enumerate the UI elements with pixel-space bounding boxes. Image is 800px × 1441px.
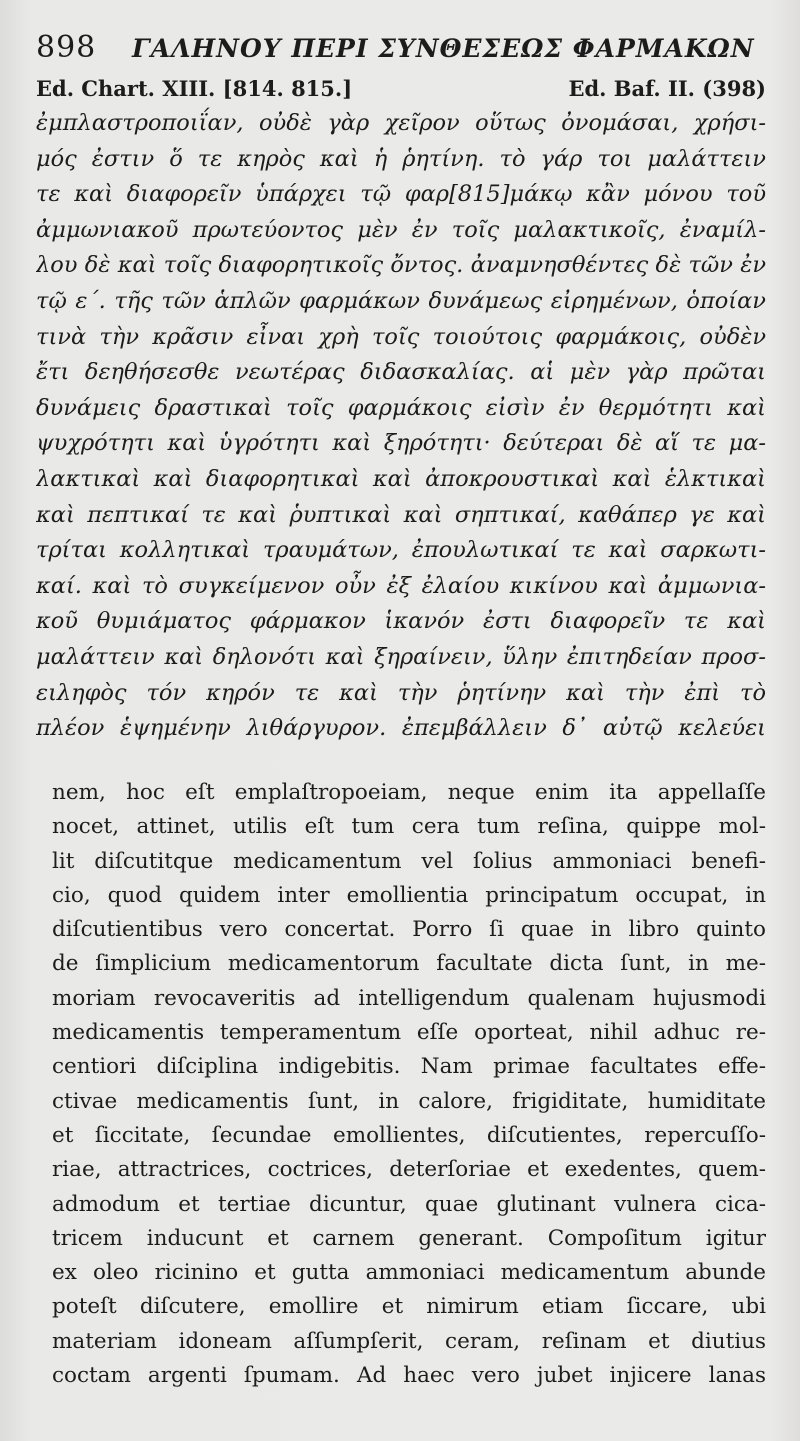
latin-line: cio, quod quidem inter emollientia principatum occupat, in (52, 882, 766, 908)
greek-line: λακτικαὶ καὶ διαφορητικαὶ καὶ ἀποκρουστικαὶ καὶ ἑλκτικαὶ (36, 465, 766, 492)
greek-line: πλέον ἑψημένην λιθάργυρον. ἐπεμβάλλειν δ᾽ αὐτῷ κελεύει (36, 715, 766, 742)
greek-line: τρίται κολλητικαὶ τραυμάτων, ἐπουλωτικαί τε καὶ σαρκωτι- (36, 537, 766, 564)
latin-line: nem, hoc eſt emplaſtropoeiam, neque enim ita appellaſſe (52, 780, 766, 805)
page-number: 898 (36, 30, 97, 65)
latin-line: ex oleo ricinino et gutta ammoniaci medicamentum abunde (52, 1260, 766, 1286)
greek-text (36, 106, 766, 747)
greek-line: μός ἐστιν ὅ τε κηρὸς καὶ ἡ ῥητίνη. τὸ γάρ τοι μαλάττειν (36, 145, 766, 172)
greek-line: ἐμπλαστροποιΐαν, οὐδὲ γὰρ χεῖρον οὕτως ὀνομάσαι, χρήσι- (36, 110, 766, 136)
latin-text (52, 776, 766, 1393)
latin-line: de ſimplicium medicamentorum facultate dicta ſunt, in me- (52, 951, 766, 977)
latin-line: moriam revocaveritis ad intelligendum qualenam hujusmodi (52, 985, 766, 1011)
latin-line: materiam idoneam aſſumpſerit, ceram, reſinam et diutius (52, 1328, 766, 1354)
edition-chartier: Ed. Chart. XIII. [814. 815.] (36, 76, 353, 101)
latin-line: lit diſcutitque medicamentum vel ſolius ammoniaci benefi- (52, 848, 766, 874)
latin-line: tricem inducunt et carnem generant. Compoſitum igitur (52, 1225, 766, 1251)
latin-line: et ſiccitate, ſecundae emollientes, diſcutientes, repercuſſo- (52, 1122, 766, 1148)
edition-reference (36, 76, 766, 104)
latin-line: diſcutientibus vero concertat. Porro ſi quae in libro quinto (52, 917, 766, 943)
running-title: ΓΑΛΗΝΟΥ ΠΕΡΙ ΣΥΝΘΕΣΕΩΣ ΦΑΡΜΑΚΩΝ (132, 34, 755, 63)
greek-line: ειληφὸς τόν κηρόν τε καὶ τὴν ῥητίνην καὶ τὴν ἐπὶ τὸ (36, 679, 766, 706)
greek-line: ἔτι δεηθήσεσθε νεωτέρας διδασκαλίας. αἱ μὲν γὰρ πρῶται (36, 359, 766, 386)
greek-line: ἀμμωνιακοῦ πρωτεύοντος μὲν ἐν τοῖς μαλακτικοῖς, ἐναμίλ- (36, 216, 766, 243)
latin-line: nocet, attinet, utilis eſt tum cera tum reſina, quippe mol- (52, 814, 766, 840)
greek-line: δυνάμεις δραστικαὶ τοῖς φαρμάκοις εἰσὶν ἐν θερμότητι καὶ (36, 394, 766, 421)
page-header (36, 28, 766, 68)
greek-line: τῷ ε΄. τῆς τῶν ἁπλῶν φαρμάκων δυνάμεως εἰρημένων, ὁποίαν (36, 287, 766, 314)
latin-line: poteſt diſcutere, emollire et nimirum etiam ſiccare, ubi (52, 1294, 766, 1320)
greek-line: ψυχρότητι καὶ ὑγρότητι καὶ ξηρότητι· δεύτεραι δὲ αἵ τε μα- (36, 430, 766, 457)
greek-line: τινὰ τὴν κρᾶσιν εἶναι χρὴ τοῖς τοιούτοις φαρμάκοις, οὐδὲν (36, 323, 766, 350)
latin-line: admodum et tertiae dicuntur, quae glutinant vulnera cica- (52, 1191, 766, 1217)
greek-line: καί. καὶ τὸ συγκείμενον οὖν ἐξ ἐλαίου κικίνου καὶ ἀμμωνια- (36, 572, 766, 599)
greek-line: μαλάττειν καὶ δηλονότι καὶ ξηραίνειν, ὕλην ἐπιτηδείαν προσ- (36, 643, 766, 670)
latin-line: riae, attractrices, coctrices, deterſoriae et exedentes, quem- (52, 1157, 766, 1183)
latin-line: centiori diſciplina indigebitis. Nam primae facultates effe- (52, 1054, 766, 1080)
greek-line: λου δὲ καὶ τοῖς διαφορητικοῖς ὄντος. ἀναμνησθέντες δὲ τῶν ἐν (36, 252, 766, 279)
latin-line: medicamentis temperamentum eſſe oporteat, nihil adhuc re- (52, 1020, 766, 1046)
edition-basel: Ed. Baf. II. (398) (568, 76, 766, 101)
greek-line: κοῦ θυμιάματος φάρμακον ἱκανόν ἐστι διαφορεῖν τε καὶ (36, 608, 766, 635)
greek-line: τε καὶ διαφορεῖν ὑπάρχει τῷ φαρ[815]μάκῳ κἂν μόνου τοῦ (36, 181, 766, 208)
greek-line: καὶ πεπτικαί τε καὶ ῥυπτικαὶ καὶ σηπτικαί, καθάπερ γε καὶ (36, 501, 766, 528)
latin-line: ctivae medicamentis ſunt, in calore, frigiditate, humiditate (52, 1088, 766, 1114)
latin-line: coctam argenti ſpumam. Ad haec vero jubet injicere lanas (52, 1363, 766, 1389)
